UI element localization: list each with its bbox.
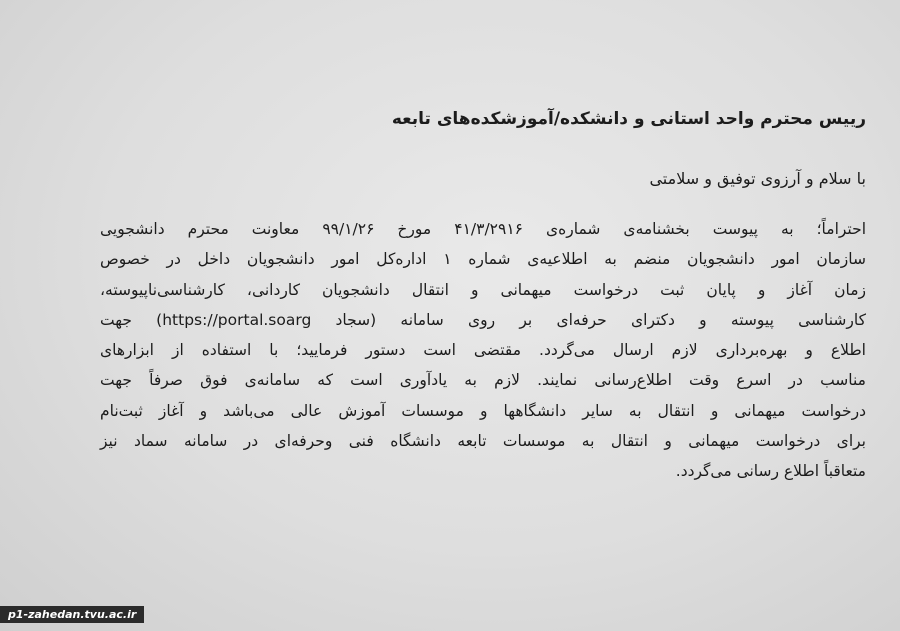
body-line: برای درخواست میهمانی و انتقال به موسسات تابعه دانشگاه فنی وحرفه‌ای در سامانه سماد نیز — [100, 432, 866, 451]
body-line: کارشناسی پیوسته و دکترای حرفه‌ای بر روی سامانه (سجاد https://portal.soarg) جهت — [100, 310, 866, 329]
body-line: متعاقباً اطلاع رسانی می‌گردد. — [675, 462, 866, 481]
letter-body — [100, 214, 866, 487]
letter-greeting: با سلام و آرزوی توفیق و سلامتی — [649, 169, 866, 188]
site-watermark: p1-zahedan.tvu.ac.ir — [0, 606, 144, 623]
letter-document — [100, 104, 866, 487]
body-line: سازمان امور دانشجویان منضم به اطلاعیه‌ی شماره ۱ اداره‌کل امور دانشجویان داخل در خصوص — [100, 250, 866, 269]
body-line: درخواست میهمانی و انتقال به سایر دانشگاهها و موسسات آموزش عالی می‌باشد و آغاز ثبت‌نام — [100, 401, 866, 420]
body-line: احتراماً؛ به پیوست بخشنامه‌ی شماره‌ی ۴۱/۳/۲۹۱۶ مورخ ۹۹/۱/۲۶ معاونت محترم دانشجویی — [100, 220, 866, 238]
body-line: مناسب در اسرع وقت اطلاع‌رسانی نمایند. لازم به یادآوری است که سامانه‌ی فوق صرفاً جهت — [100, 371, 866, 390]
body-line: زمان آغاز و پایان ثبت درخواست میهمانی و انتقال دانشجویان کاردانی، کارشناسی‌ناپیوسته، — [100, 280, 866, 299]
body-line: اطلاع و بهره‌برداری لازم ارسال می‌گردد. مقتضی است دستور فرمایید؛ با استفاده از ابزارهای — [100, 341, 866, 360]
letter-heading: رییس محترم واحد استانی و دانشکده/آموزشکده‌های تابعه — [391, 109, 866, 129]
